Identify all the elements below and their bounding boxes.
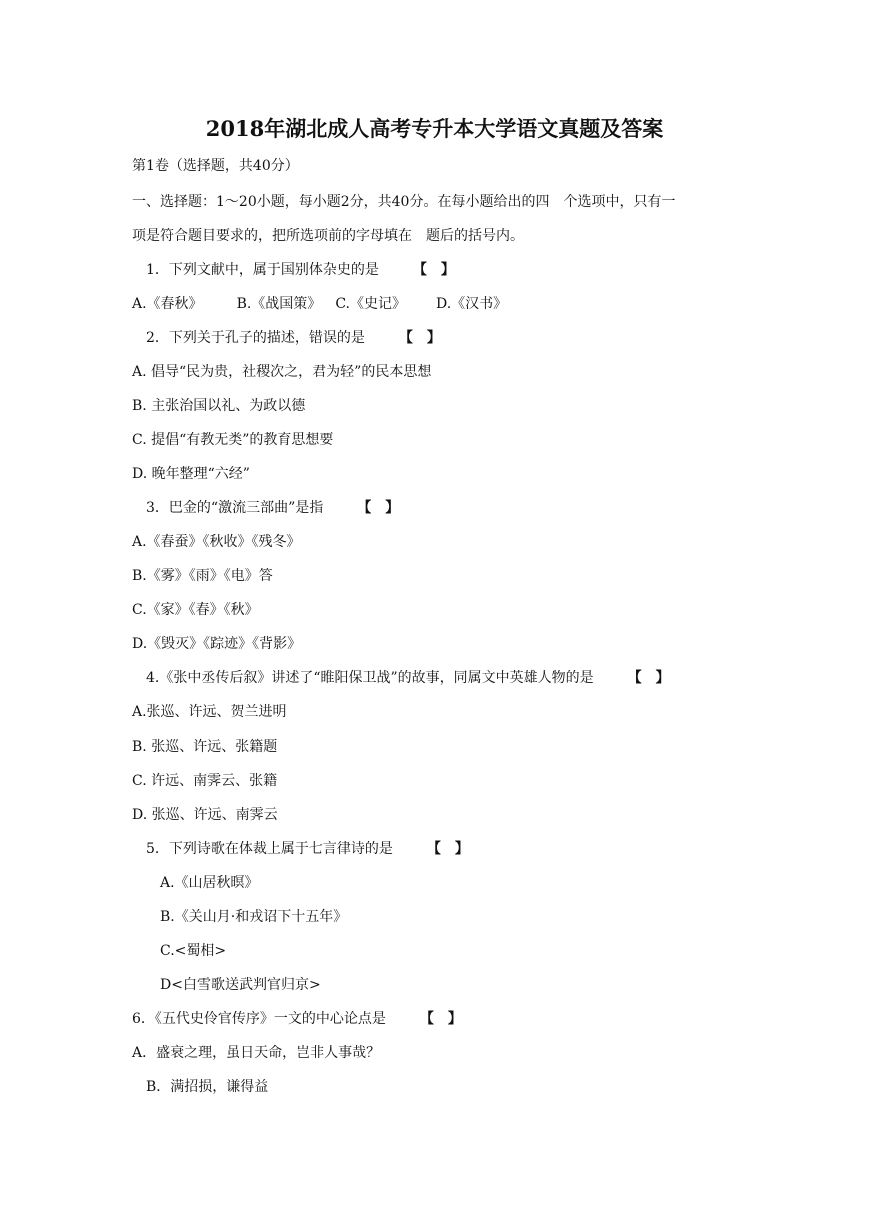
question-3-option-d: D.《毁灭》《踪迹》《背影》 xyxy=(132,636,302,652)
question-5-option-c: C.<蜀相> xyxy=(160,943,227,959)
question-5-option-b: B.《关山月·和戎诏下十五年》 xyxy=(160,909,348,925)
question-3-option-c: C.《家》《春》《秋》 xyxy=(132,602,259,618)
instructions-line-2: 项是符合题目要求的，把所选项前的字母填在 题后的括号内。 xyxy=(132,228,524,244)
question-5-text: 5．下列诗歌在体裁上属于七言律诗的是 xyxy=(146,841,393,857)
question-2-option-b: B. 主张治国以礼、为政以德 xyxy=(132,398,306,414)
question-6-text: 6．《五代史伶官传序》一文的中心论点是 xyxy=(132,1011,386,1027)
question-1-option-c: C.《史记》 xyxy=(335,296,406,312)
question-4-option-c: C. 许远、南霁云、张籍 xyxy=(132,773,278,789)
question-2-text: 2．下列关于孔子的描述，错误的是 xyxy=(146,330,365,346)
question-5-option-a: A.《山居秋暝》 xyxy=(160,875,259,891)
question-6-option-a: A．盛衰之理，虽日天命，岂非人事哉？ xyxy=(132,1045,381,1061)
question-4-stem xyxy=(146,668,670,688)
question-5-option-d: D<白雪歌送武判官归京> xyxy=(160,977,321,993)
question-5-answer-bracket: 【 】 xyxy=(426,841,469,857)
question-1-option-a: A.《春秋》 xyxy=(132,296,203,312)
question-1-stem xyxy=(146,260,455,280)
question-4-option-b: B. 张巡、许远、张籍题 xyxy=(132,739,278,755)
document-title: 2018年湖北成人高考专升本大学语文真题及答案 xyxy=(205,116,664,141)
question-1-option-d: D.《汉书》 xyxy=(435,296,508,312)
question-4-text: 4.《张中丞传后叙》讲述了“睢阳保卫战”的故事，同属文中英雄人物的是 xyxy=(146,670,594,686)
question-5-stem xyxy=(146,839,469,859)
question-6-answer-bracket: 【 】 xyxy=(419,1011,462,1027)
question-2-answer-bracket: 【 】 xyxy=(398,330,441,346)
question-1-options xyxy=(132,294,507,314)
question-2-option-d: D. 晚年整理“六经” xyxy=(132,466,250,482)
question-2-stem xyxy=(146,328,441,348)
question-3-text: 3．巴金的“激流三部曲”是指 xyxy=(146,500,324,516)
question-3-option-a: A.《春蚕》《秋收》《残冬》 xyxy=(132,534,301,550)
question-3-answer-bracket: 【 】 xyxy=(357,500,400,516)
question-1-option-b: B.《战国策》 xyxy=(236,296,322,312)
question-4-answer-bracket: 【 】 xyxy=(627,670,670,686)
question-4-option-a: A.张巡、许远、贺兰进明 xyxy=(132,704,287,720)
instructions-line-1: 一、选择题：1～20小题，每小题2分，共40分。在每小题给出的四 个选项中，只有一 xyxy=(132,194,676,210)
question-6-stem xyxy=(132,1009,462,1029)
question-6-option-b: B．满招损，谦得益 xyxy=(146,1079,269,1095)
question-2-option-c: C. 提倡“有教无类”的教育思想要 xyxy=(132,432,334,448)
question-1-text: 1．下列文献中，属于国别体杂史的是 xyxy=(146,262,379,278)
question-4-option-d: D. 张巡、许远、南霁云 xyxy=(132,807,278,823)
question-3-option-b: B.《雾》《雨》《电》答 xyxy=(132,568,273,584)
question-2-option-a: A. 倡导“民为贵，社稷次之，君为轻”的民本思想 xyxy=(132,364,432,380)
question-3-stem xyxy=(146,498,399,518)
section-header: 第1卷（选择题，共40分） xyxy=(132,158,299,174)
question-1-answer-bracket: 【 】 xyxy=(412,262,455,278)
